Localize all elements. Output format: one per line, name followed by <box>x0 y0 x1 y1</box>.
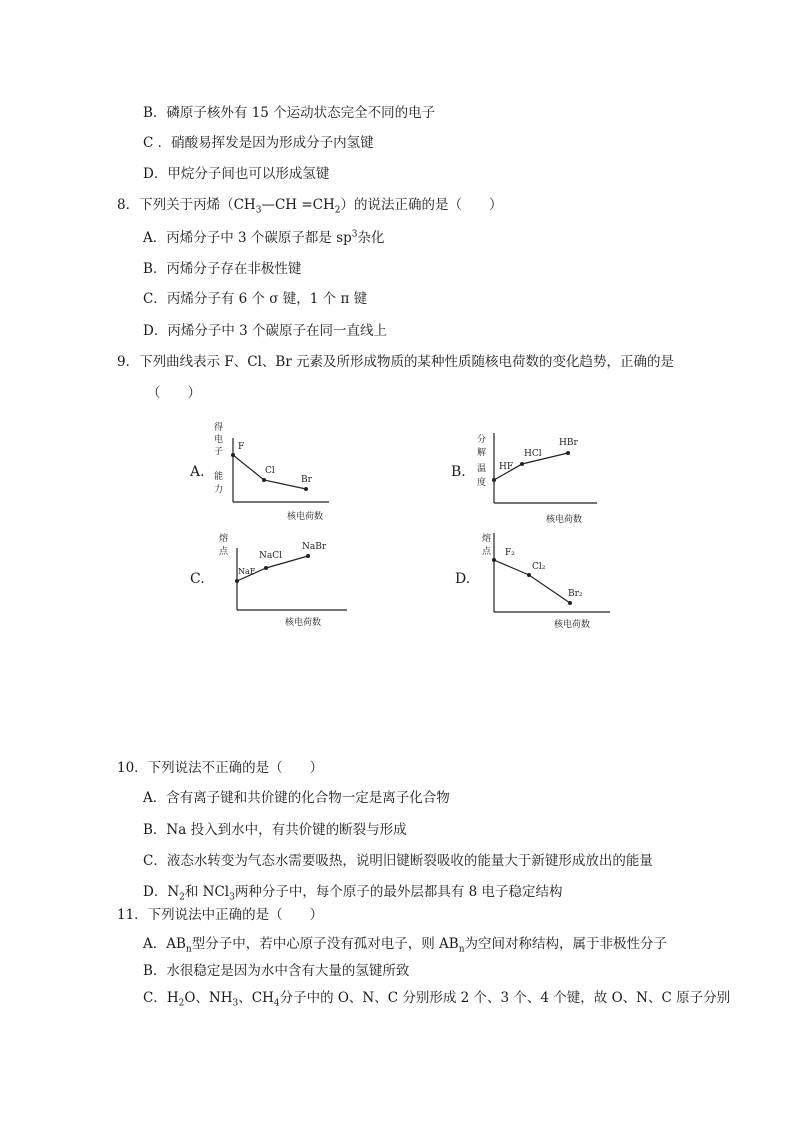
chart-a-ylabel-2: 子 <box>214 447 224 457</box>
q7-option-d: D．甲烷分子间也可以形成氢键 <box>143 166 330 182</box>
chart-b-label-hf: HF <box>499 462 514 472</box>
chart-c-label-nacl: NaCl <box>259 551 283 561</box>
q8-option-a: A．丙烯分子中 3 个碳原子都是 $sp^3$杂化 <box>143 229 385 246</box>
chart-a-point-br <box>304 487 308 491</box>
q10-option-a: A．含有离子键和共价键的化合物一定是离子化合物 <box>143 790 450 806</box>
chart-d-label-f2: F₂ <box>505 548 515 558</box>
chart-a-ylabel-4: 力 <box>214 485 224 495</box>
q9-answer-paren: （ ） <box>147 385 201 401</box>
chart-d <box>478 528 628 630</box>
chart-c-ylabel-1: 点 <box>219 547 229 557</box>
chart-b-point-hcl <box>520 462 524 466</box>
chart-b-ylabel-0: 分 <box>477 435 487 445</box>
chart-b-ylabel-1: 解 <box>477 448 487 458</box>
chart-c <box>215 528 365 630</box>
chart-a-label-cl: Cl <box>265 466 275 476</box>
chart-a-point-f <box>231 453 235 457</box>
q8-stem: 8．下列关于丙烯$(CH_3—CH =CH_2)$的说法正确的是（ ） <box>117 197 503 216</box>
chart-b-ylabel-2: 温 <box>477 464 487 474</box>
q10-option-c: C．液态水转变为气态水需要吸热，说明旧键断裂吸收的能量大于新键形成放出的能量 <box>143 853 653 869</box>
chart-d-ylabel-0: 熔 <box>482 534 492 544</box>
q11-option-a: A．$AB_n$型分子中，若中心原子没有孤对电子，则 $AB_n$为空间对称结构，属于非极性分子 <box>143 936 667 955</box>
chart-b-xlabel: 核电荷数 <box>546 515 583 525</box>
chart-d-label-cl2: Cl₂ <box>532 562 546 572</box>
chart-d-letter: D. <box>455 571 471 587</box>
chart-b-label-hcl: HCl <box>524 449 542 459</box>
chart-c-point-naf <box>235 579 239 583</box>
chart-c-label-naf: NaF <box>238 567 256 576</box>
chart-a-ylabel-1: 电 <box>214 435 224 445</box>
q10-option-b: B．Na 投入到水中，有共价键的断裂与形成 <box>143 822 407 838</box>
q8-option-b: B．丙烯分子存在非极性键 <box>143 261 302 277</box>
chart-b-letter: B. <box>451 464 466 480</box>
chart-c-letter: C. <box>190 571 205 587</box>
chart-a-ylabel-3: 能 <box>214 472 224 482</box>
chart-d-ylabel-1: 点 <box>482 547 492 557</box>
chart-c-label-nabr: NaBr <box>302 542 327 552</box>
chart-a-label-f: F <box>238 442 245 452</box>
chart-c-point-nacl <box>264 566 268 570</box>
chart-d-xlabel: 核电荷数 <box>554 620 591 630</box>
chart-c-point-nabr <box>306 554 310 558</box>
q11-stem: 11．下列说法中正确的是（ ） <box>117 907 324 923</box>
chart-a-xlabel: 核电荷数 <box>287 512 324 522</box>
q8-option-d: D．丙烯分子中 3 个碳原子在同一直线上 <box>143 323 387 339</box>
chart-b-point-hf <box>492 478 496 482</box>
chart-b-ylabel-3: 度 <box>477 478 487 488</box>
chart-a-letter: A. <box>190 464 205 480</box>
q11-option-b: B．水很稳定是因为水中含有大量的氢键所致 <box>143 963 410 979</box>
q7-option-c: C ．硝酸易挥发是因为形成分子内氢键 <box>143 135 374 151</box>
chart-a <box>205 418 345 526</box>
chart-c-xlabel: 核电荷数 <box>285 618 322 628</box>
q11-option-c: C．$H_2O$、$NH_3$、$CH_4$分子中的 O、N、C 分别形成 2 个、3 个、4 个键，故 O、N、C 原子分别 <box>143 990 731 1009</box>
q7-option-b: B．磷原子核外有 15 个运动状态完全不同的电子 <box>143 105 436 121</box>
q10-option-d: D．$N_2$和 NCl$_3$两种分子中，每个原子的最外层都具有 8 电子稳定结构 <box>143 884 563 903</box>
q9-stem: 9．下列曲线表示 F、Cl、Br 元素及所形成物质的某种性质随核电荷数的变化趋势，正确的是 <box>117 354 675 370</box>
q10-stem: 10．下列说法不正确的是（ ） <box>117 760 324 776</box>
chart-c-ylabel-0: 熔 <box>219 534 229 544</box>
chart-a-ylabel-0: 得 <box>214 423 224 433</box>
chart-a-point-cl <box>262 478 266 482</box>
chart-d-label-br2: Br₂ <box>568 589 583 599</box>
chart-d-point-cl2 <box>527 573 531 577</box>
chart-a-label-br: Br <box>301 475 312 485</box>
chart-b <box>472 428 612 528</box>
q8-option-c: C．丙烯分子有 6 个 σ 键，1 个 π 键 <box>143 291 368 307</box>
chart-d-point-f2 <box>492 558 496 562</box>
chart-b-point-hbr <box>566 451 570 455</box>
chart-b-label-hbr: HBr <box>559 438 578 448</box>
chart-d-point-br2 <box>568 601 572 605</box>
